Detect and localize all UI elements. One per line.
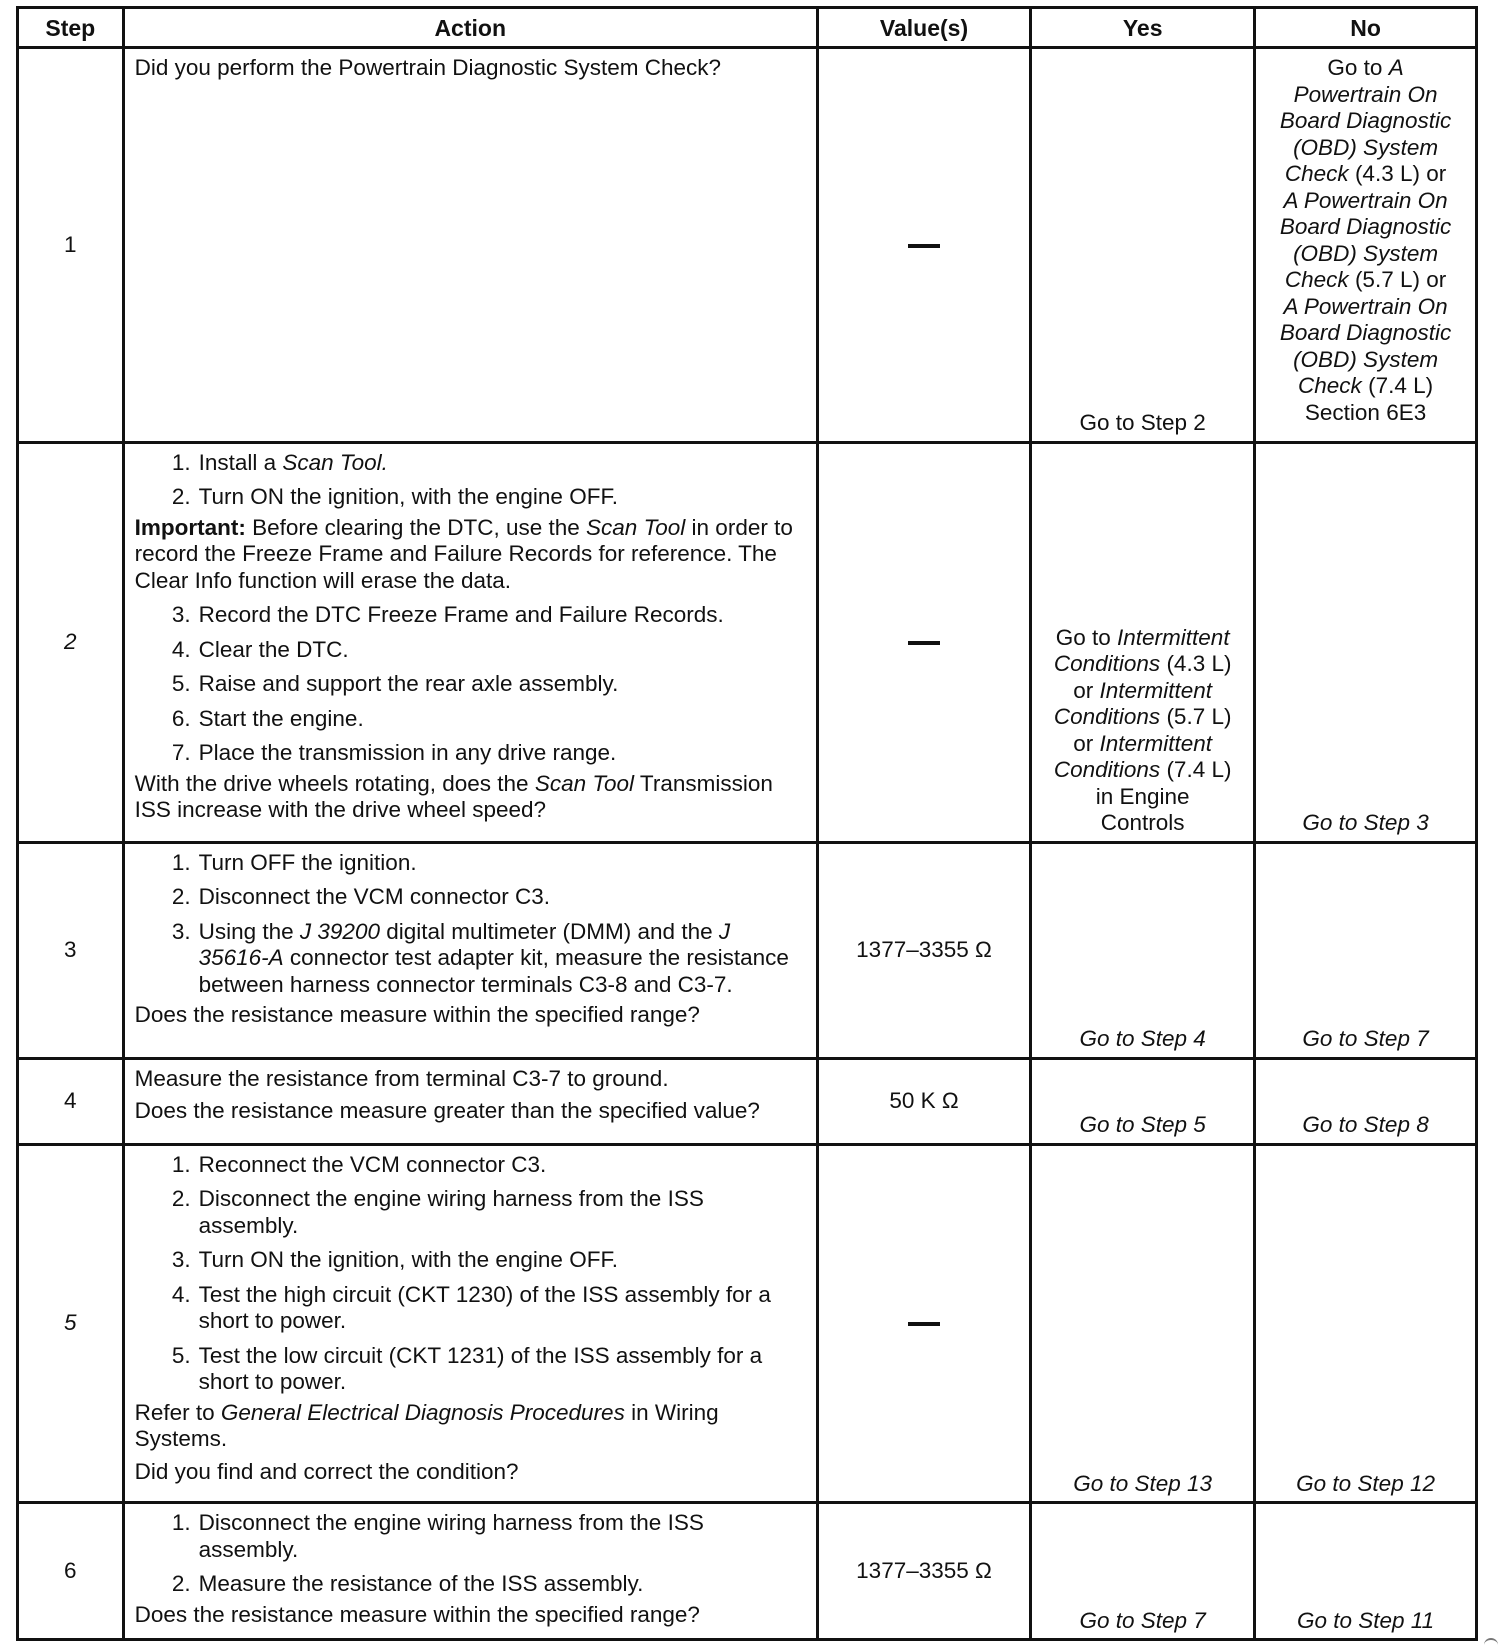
yes-cell: Go to Step 7 bbox=[1031, 1503, 1255, 1640]
action-steps bbox=[135, 1510, 806, 1598]
action-step: 3. Using the J 39200 digital multimeter (DMM) and the J 35616-A connector test adapter kit, measure the resistance between harness connector terminals C3-8 and C3-7. bbox=[171, 918, 789, 997]
step-number: 3 bbox=[18, 842, 124, 1058]
yes-cell: Go to Intermittent Conditions (4.3 L) or Intermittent Conditions (5.7 L) or Intermittent Conditions (7.4 L) in Engine Controls bbox=[1031, 442, 1255, 842]
yes-cell: Go to Step 5 bbox=[1031, 1058, 1255, 1144]
no-value-dash bbox=[908, 244, 940, 248]
value-cell: 50 K Ω bbox=[817, 1058, 1030, 1144]
action-step: 2. Measure the resistance of the ISS assembly. bbox=[171, 1571, 644, 1597]
header-no: No bbox=[1255, 8, 1477, 48]
no-value-dash bbox=[908, 1322, 940, 1326]
no-cell: Go to Step 8 bbox=[1255, 1058, 1477, 1144]
value-cell bbox=[817, 442, 1030, 842]
action-cell bbox=[123, 48, 817, 443]
action-question: Does the resistance measure within the specified range? bbox=[134, 1601, 700, 1627]
action-cell bbox=[123, 1144, 817, 1502]
table-row bbox=[18, 1503, 1477, 1640]
action-step: 4. Clear the DTC. bbox=[171, 636, 349, 662]
header-yes: Yes bbox=[1031, 8, 1255, 48]
action-step: 6. Start the engine. bbox=[171, 705, 364, 731]
table-row bbox=[18, 442, 1477, 842]
table-row bbox=[18, 842, 1477, 1058]
no-cell: Go to Step 7 bbox=[1255, 842, 1477, 1058]
table-row bbox=[18, 1058, 1477, 1144]
action-step: 3. Record the DTC Freeze Frame and Failure Records. bbox=[171, 602, 724, 628]
action-step: 7. Place the transmission in any drive range. bbox=[171, 740, 617, 766]
no-cell: Go to Step 11 bbox=[1255, 1503, 1477, 1640]
step-number: 2 bbox=[18, 442, 124, 842]
action-question: Does the resistance measure greater than the specified value? bbox=[134, 1098, 760, 1124]
reference-note: Refer to General Electrical Diagnosis Procedures in Wiring Systems. bbox=[134, 1399, 719, 1452]
no-cell: Go to Step 3 bbox=[1255, 442, 1477, 842]
action-steps bbox=[135, 1152, 806, 1396]
yes-cell: Go to Step 13 bbox=[1031, 1144, 1255, 1502]
yes-cell: Go to Step 2 bbox=[1031, 48, 1255, 443]
action-step: 1. Reconnect the VCM connector C3. bbox=[171, 1151, 547, 1177]
action-instruction: Measure the resistance from terminal C3-7 to ground. bbox=[134, 1065, 669, 1091]
step-number: 4 bbox=[18, 1058, 124, 1144]
header-row bbox=[18, 8, 1477, 48]
yes-cell: Go to Step 4 bbox=[1031, 842, 1255, 1058]
action-step: 4. Test the high circuit (CKT 1230) of the ISS assembly for a short to power. bbox=[171, 1281, 771, 1334]
action-step: 1. Install a Scan Tool. bbox=[171, 449, 388, 475]
value-cell bbox=[817, 48, 1030, 443]
table-row bbox=[18, 1144, 1477, 1502]
action-step: 5. Test the low circuit (CKT 1231) of the ISS assembly for a short to power. bbox=[171, 1342, 763, 1395]
action-step: 2. Disconnect the engine wiring harness from the ISS assembly. bbox=[171, 1186, 704, 1238]
no-cell: Go to Step 12 bbox=[1255, 1144, 1477, 1502]
action-cell bbox=[123, 1503, 817, 1640]
action-cell bbox=[123, 842, 817, 1058]
action-step: 5. Raise and support the rear axle assembly. bbox=[171, 671, 619, 697]
action-steps bbox=[135, 450, 806, 511]
no-cell: Go to A Powertrain On Board Diagnostic (OBD) System Check (4.3 L) or A Powertrain On Board Diagnostic (OBD) System Check (5.7 L) or A Powertrain On Board Diagnostic (OBD) System Check (7.4 L) Section 6E3 bbox=[1255, 48, 1477, 443]
action-question: Did you find and correct the condition? bbox=[134, 1458, 519, 1484]
value-cell: 1377–3355 Ω bbox=[817, 1503, 1030, 1640]
action-step: 3. Turn ON the ignition, with the engine OFF. bbox=[171, 1247, 618, 1273]
header-values: Value(s) bbox=[817, 8, 1030, 48]
action-step: 1. Disconnect the engine wiring harness from the ISS assembly. bbox=[171, 1510, 704, 1562]
action-step: 2. Turn ON the ignition, with the engine OFF. bbox=[171, 484, 618, 510]
action-step: 2. Disconnect the VCM connector C3. bbox=[171, 884, 550, 910]
value-cell bbox=[817, 1144, 1030, 1502]
action-question: Did you perform the Powertrain Diagnostic System Check? bbox=[134, 55, 722, 80]
action-question: With the drive wheels rotating, does the Scan Tool Transmission ISS increase with the drive wheel speed? bbox=[134, 770, 773, 823]
action-step: 1. Turn OFF the ignition. bbox=[171, 849, 417, 875]
step-number: 1 bbox=[18, 48, 124, 443]
important-note: Important: Before clearing the DTC, use the Scan Tool in order to record the Freeze Frame and Failure Records for reference. The Clear Info function will erase the data. bbox=[134, 514, 793, 593]
action-steps bbox=[135, 602, 806, 767]
diagnostic-table bbox=[16, 6, 1478, 1641]
header-step: Step bbox=[18, 8, 124, 48]
step-number: 5 bbox=[18, 1144, 124, 1502]
corner-scan-mark bbox=[1484, 1638, 1498, 1646]
action-question: Does the resistance measure within the specified range? bbox=[134, 1002, 700, 1028]
action-steps bbox=[135, 850, 806, 999]
step-number: 6 bbox=[18, 1503, 124, 1640]
value-cell: 1377–3355 Ω bbox=[817, 842, 1030, 1058]
header-action: Action bbox=[123, 8, 817, 48]
action-cell bbox=[123, 1058, 817, 1144]
no-value-dash bbox=[908, 641, 940, 645]
action-cell bbox=[123, 442, 817, 842]
table-row bbox=[18, 48, 1477, 443]
